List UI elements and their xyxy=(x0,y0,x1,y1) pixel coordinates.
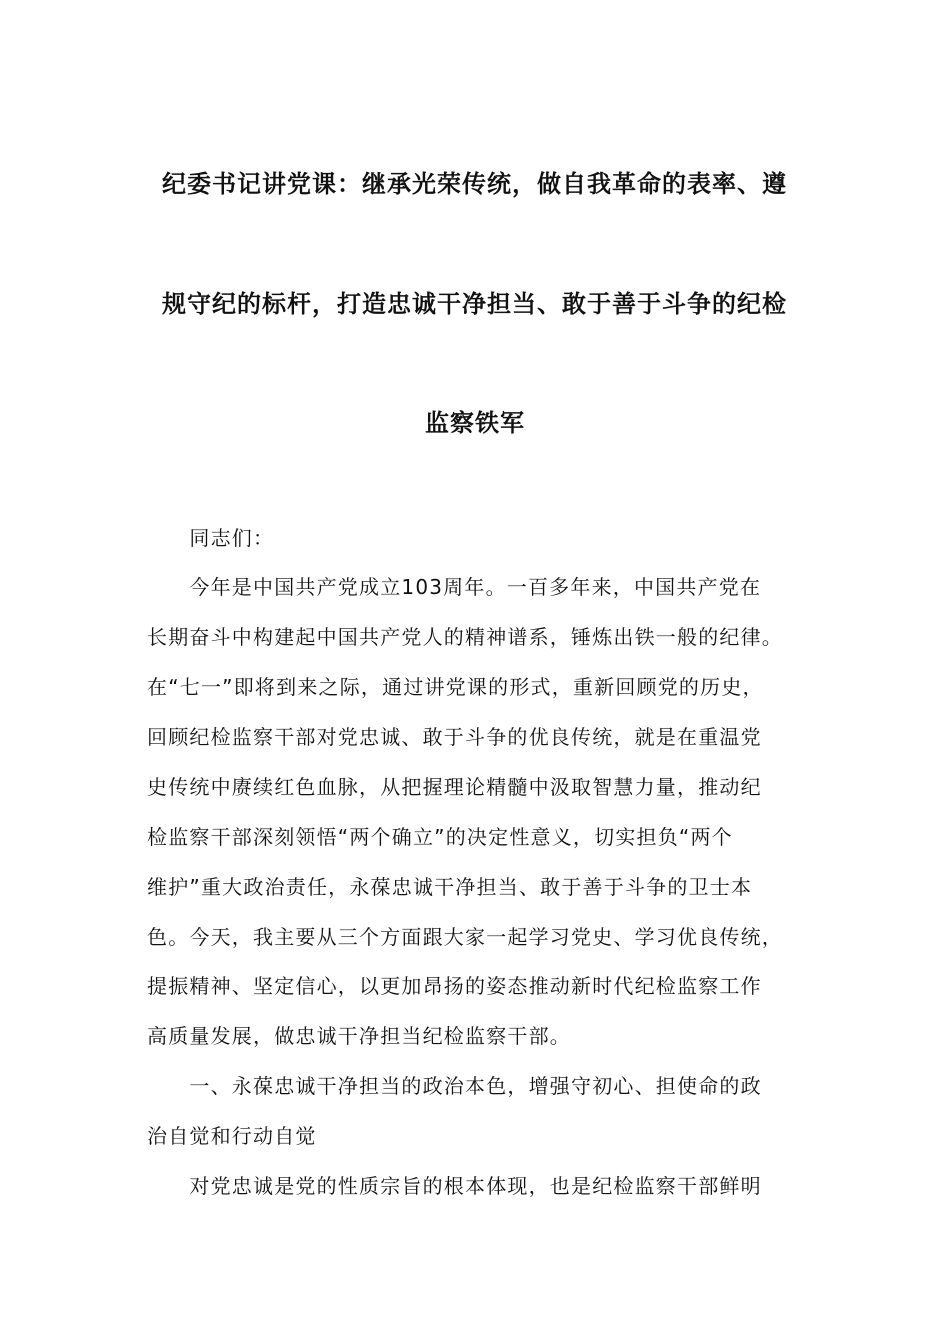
paragraph-line: 长期奋斗中构建起中国共产党人的精神谱系，锤炼出铁一般的纪律。 xyxy=(147,625,783,649)
paragraph-line: 今年是中国共产党成立103周年。一百多年来，中国共产党在 xyxy=(147,575,762,599)
document-title-line-3: 监察铁军 xyxy=(425,409,525,437)
paragraph-line: 提振精神、坚定信心，以更加昂扬的姿态推动新时代纪检监察工作 xyxy=(147,974,762,998)
paragraph-line: 回顾纪检监察干部对党忠诚、敢于斗争的优良传统，就是在重温党 xyxy=(147,725,762,749)
section-heading-line: 一、永葆忠诚干净担当的政治本色，增强守初心、担使命的政 xyxy=(147,1074,762,1098)
paragraph-line: 史传统中赓续红色血脉，从把握理论精髓中汲取智慧力量，推动纪 xyxy=(147,775,762,799)
salutation: 同志们： xyxy=(147,526,275,550)
document-title-line-2: 规守纪的标杆，打造忠诚干净担当、敢于善于斗争的纪检 xyxy=(162,290,787,318)
paragraph-line: 在“七一”即将到来之际，通过讲党课的形式，重新回顾党的历史， xyxy=(147,675,764,699)
paragraph-line: 维护”重大政治责任，永葆忠诚干净担当、敢于善于斗争的卫士本 xyxy=(147,875,753,899)
paragraph-line: 对党忠诚是党的性质宗旨的根本体现，也是纪检监察干部鲜明 xyxy=(147,1174,762,1198)
paragraph-line: 色。今天，我主要从三个方面跟大家一起学习党史、学习优良传统， xyxy=(147,925,783,949)
section-heading-line: 治自觉和行动自觉 xyxy=(147,1124,317,1148)
paragraph-line: 检监察干部深刻领悟“两个确立”的决定性意义，切实担负“两个 xyxy=(147,825,733,849)
paragraph-line: 高质量发展，做忠诚干净担当纪检监察干部。 xyxy=(147,1024,571,1048)
document-title-line-1: 纪委书记讲党课：继承光荣传统，做自我革命的表率、遵 xyxy=(162,170,787,198)
